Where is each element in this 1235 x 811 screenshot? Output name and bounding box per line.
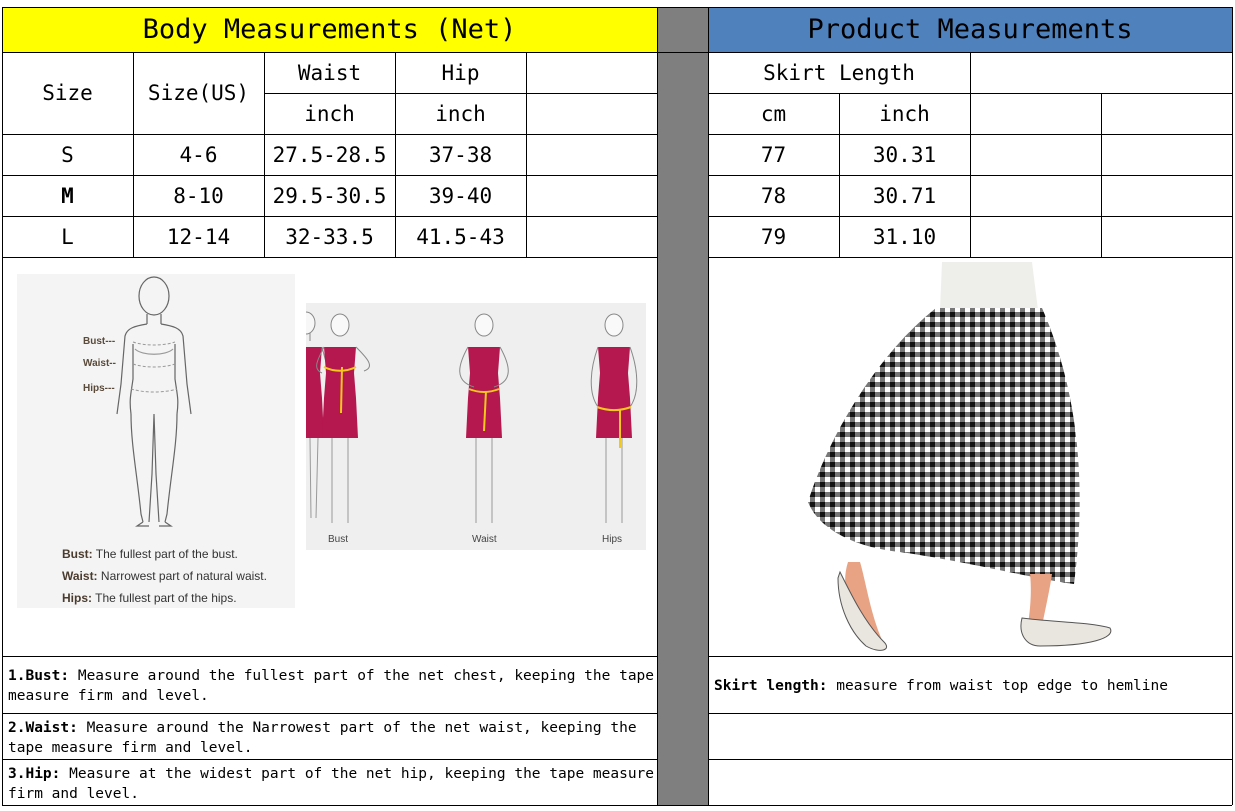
row-waist: 27.5-28.5 bbox=[272, 142, 387, 167]
dress-forms-detail-icon bbox=[306, 303, 646, 550]
row-inch: 30.31 bbox=[872, 142, 937, 167]
note-skirt-length-text: measure from waist top edge to hemline bbox=[827, 678, 1168, 694]
bust-marker: Bust--- bbox=[83, 336, 116, 347]
row-hip: 39-40 bbox=[428, 183, 493, 208]
hips-term: Hips: bbox=[62, 591, 92, 605]
caption-hips: Hips bbox=[602, 534, 623, 545]
row-size: L bbox=[61, 224, 74, 249]
body-measurements-title: Body Measurements (Net) bbox=[142, 14, 517, 45]
note-skirt-length bbox=[708, 676, 1232, 696]
product-photo bbox=[770, 262, 1120, 654]
bust-term: Bust: bbox=[62, 547, 93, 561]
caption-bust: Bust bbox=[328, 534, 349, 545]
row-waist: 29.5-30.5 bbox=[272, 183, 387, 208]
header-hip: Hip bbox=[441, 60, 480, 85]
waist-marker: Waist-- bbox=[83, 358, 116, 369]
note-bust bbox=[2, 666, 657, 706]
note-waist-term: 2.Waist: bbox=[8, 720, 78, 736]
header-size: Size bbox=[42, 81, 93, 105]
body-outline-figure bbox=[17, 274, 295, 608]
hips-marker: Hips--- bbox=[83, 383, 115, 394]
row-size: S bbox=[61, 142, 74, 167]
unit-inch: inch bbox=[879, 101, 930, 126]
note-waist bbox=[2, 718, 657, 758]
header-waist: Waist bbox=[297, 60, 362, 85]
row-hip: 37-38 bbox=[428, 142, 493, 167]
row-size-us: 4-6 bbox=[179, 142, 218, 167]
header-skirt-length: Skirt Length bbox=[763, 60, 915, 85]
waist-definition bbox=[62, 569, 267, 583]
bust-text: The fullest part of the bust. bbox=[95, 547, 238, 561]
product-measurements-title: Product Measurements bbox=[807, 14, 1133, 45]
row-inch: 30.71 bbox=[872, 183, 937, 208]
header-size-us: Size(US) bbox=[147, 81, 250, 105]
note-hip bbox=[2, 764, 657, 804]
note-bust-term: 1.Bust: bbox=[8, 668, 70, 684]
note-hip-text: Measure at the widest part of the net hip, keeping the tape measure firm and level. bbox=[8, 766, 655, 802]
hips-text: The fullest part of the hips. bbox=[95, 591, 237, 605]
measuring-dress-figure bbox=[306, 303, 646, 550]
bust-definition bbox=[62, 547, 238, 561]
note-bust-text: Measure around the fullest part of the net chest, keeping the tape measure firm and level. bbox=[8, 668, 655, 704]
waist-text: Narrowest part of natural waist. bbox=[100, 569, 267, 583]
row-hip: 41.5-43 bbox=[416, 224, 505, 249]
note-skirt-length-term: Skirt length: bbox=[714, 678, 828, 694]
row-cm: 77 bbox=[760, 142, 787, 167]
note-waist-text: Measure around the Narrowest part of the net waist, keeping the tape measure firm and level. bbox=[8, 720, 637, 756]
row-size: M bbox=[61, 183, 74, 208]
unit-waist: inch bbox=[304, 101, 355, 126]
row-inch: 31.10 bbox=[872, 224, 937, 249]
row-cm: 79 bbox=[760, 224, 787, 249]
separator-column bbox=[657, 7, 708, 805]
note-hip-term: 3.Hip: bbox=[8, 766, 61, 782]
waist-term: Waist: bbox=[62, 569, 98, 583]
hips-definition bbox=[62, 591, 237, 605]
row-waist: 32-33.5 bbox=[285, 224, 374, 249]
row-cm: 78 bbox=[760, 183, 787, 208]
unit-hip: inch bbox=[435, 101, 486, 126]
row-size-us: 12-14 bbox=[166, 224, 231, 249]
unit-cm: cm bbox=[760, 101, 787, 126]
gingham-skirt-icon bbox=[770, 262, 1120, 654]
row-size-us: 8-10 bbox=[173, 183, 224, 208]
caption-waist: Waist bbox=[472, 534, 497, 545]
